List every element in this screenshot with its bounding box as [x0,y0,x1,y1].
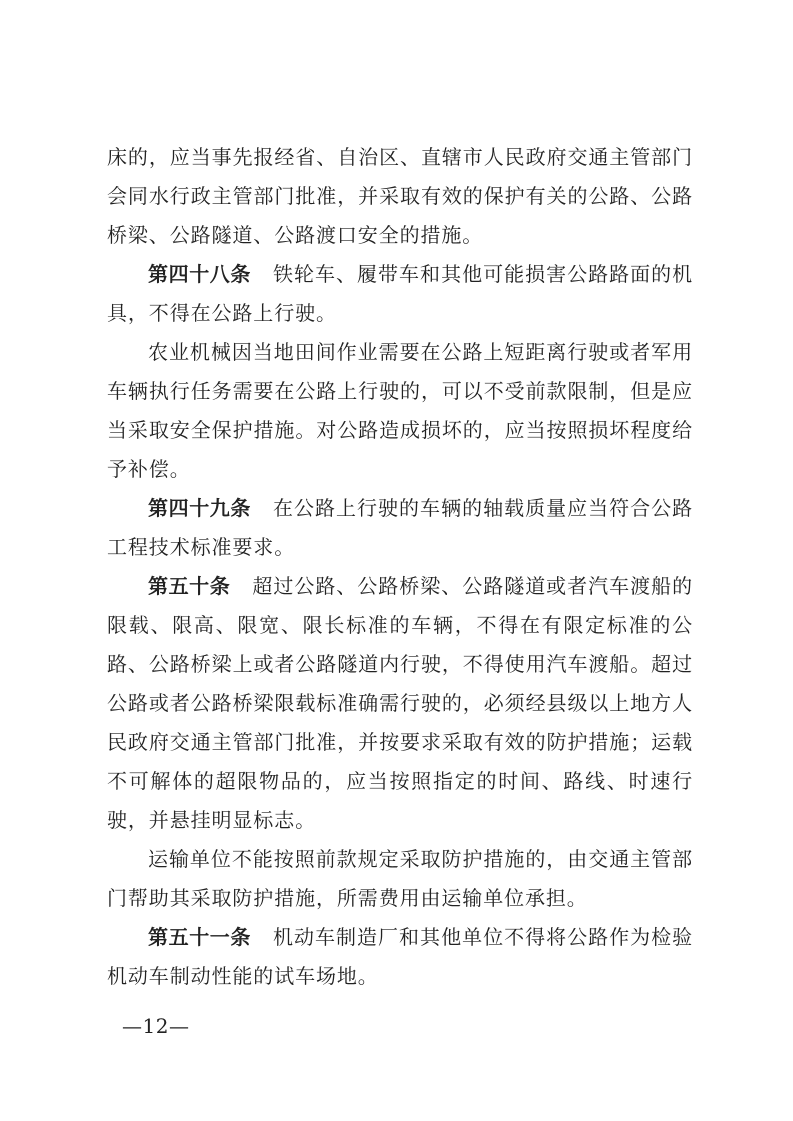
article-text: 在公路上行驶的车辆的轴载质量应当符合公路工程技术标准要求。 [107,496,694,559]
article-number: 第五十条 [148,574,231,598]
article-number: 第四十八条 [148,262,252,286]
page-number: —12— [122,1014,190,1038]
article-text: 超过公路、公路桥梁、公路隧道或者汽车渡船的限载、限高、限宽、限长标准的车辆，不得在有限定标准的公路、公路桥梁上或者公路隧道内行驶，不得使用汽车渡船。超过公路或者公路桥梁限载标准确需行驶的，必须经县级以上地方人民政府交通主管部门批准，并按要求采取有效的防护措施；运载不可解体的超限物品的，应当按照指定的时间、路线、时速行驶，并悬挂明显标志。 [107,574,694,832]
article-text: 铁轮车、履带车和其他可能损害公路路面的机具，不得在公路上行驶。 [107,262,694,325]
article-number: 第四十九条 [148,496,252,520]
article-number: 第五十一条 [148,925,252,949]
article-50-paragraph-2 [107,840,693,918]
article-48-paragraph-2 [107,333,693,489]
article-text: 机动车制造厂和其他单位不得将公路作为检验机动车制动性能的试车场地。 [107,925,694,988]
article-49 [107,489,693,567]
continuation-paragraph [107,138,693,255]
article-48 [107,255,693,333]
paragraph-text: 农业机械因当地田间作业需要在公路上短距离行驶或者军用车辆执行任务需要在公路上行驶的，可以不受前款限制，但是应当采取安全保护措施。对公路造成损坏的，应当按照损坏程度给予补偿。 [107,340,693,481]
article-51 [107,918,693,996]
paragraph-text: 运输单位不能按照前款规定采取防护措施的，由交通主管部门帮助其采取防护措施，所需费用由运输单位承担。 [107,847,693,910]
paragraph-text: 床的，应当事先报经省、自治区、直辖市人民政府交通主管部门会同水行政主管部门批准，并采取有效的保护有关的公路、公路桥梁、公路隧道、公路渡口安全的措施。 [107,145,693,247]
document-body [107,138,693,996]
article-50 [107,567,693,840]
